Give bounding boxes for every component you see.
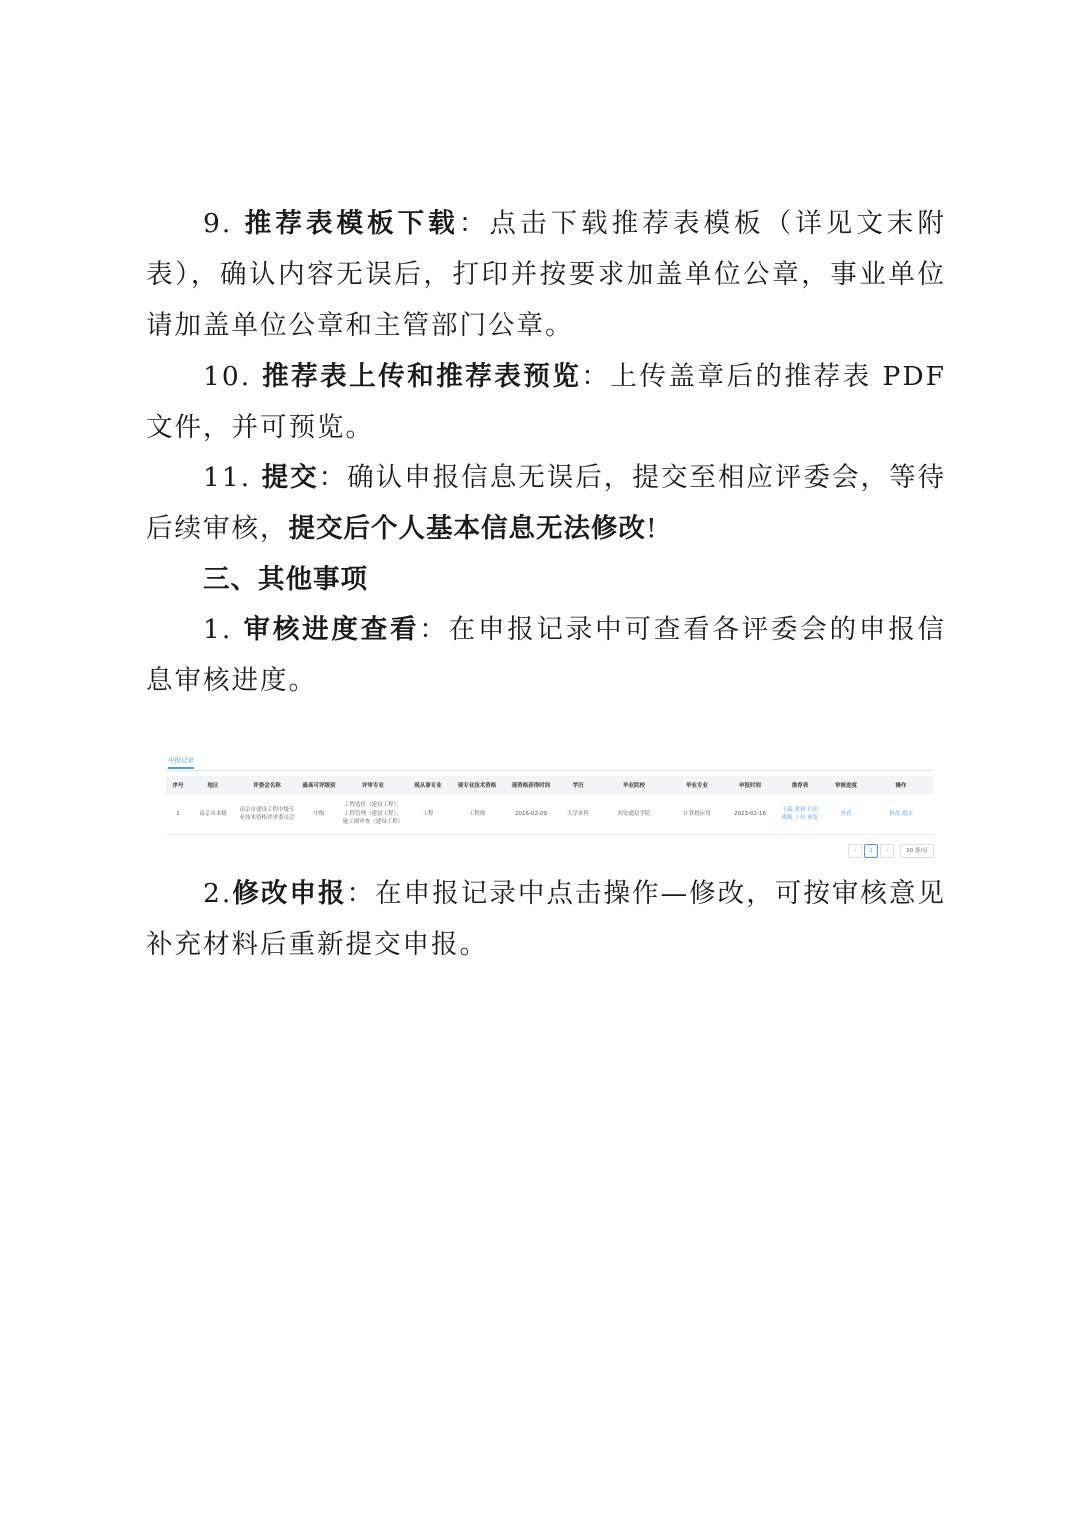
cell-qual-date: 2016-02-09 xyxy=(504,794,558,835)
header-cell: 现专业技术资格 xyxy=(450,776,504,794)
template-link[interactable]: 模板 xyxy=(781,815,793,821)
item-warning: 提交后个人基本信息无法修改 xyxy=(288,513,646,544)
header-cell: 毕业专业 xyxy=(670,776,724,794)
header-cell: 最高可评级别 xyxy=(298,776,340,794)
paragraph-10 xyxy=(146,351,946,453)
preview-link[interactable]: 预览 xyxy=(807,815,819,821)
view-progress-link[interactable]: 查看 xyxy=(840,810,852,817)
paragraph-s1 xyxy=(146,604,946,706)
item-text: ：在申报记录中点击操作—修改，可按审核意见补充材料后重新提交申报。 xyxy=(146,878,947,960)
cell-ops xyxy=(868,794,934,835)
reset-link[interactable]: 重新 xyxy=(794,806,806,813)
page-size-select[interactable]: 10 条/页 xyxy=(900,844,934,858)
page-1-button[interactable]: 1 xyxy=(864,844,878,858)
cell-major: 工程造价（建设工程）、工程管理（建设工程）、施工图审查（建设工程） xyxy=(340,794,406,835)
table-row xyxy=(166,794,934,835)
paragraph-s2 xyxy=(146,868,946,970)
cell-recommend-links xyxy=(776,794,824,835)
item-number: 9. xyxy=(203,208,245,239)
item-title: 修改申报 xyxy=(232,878,347,909)
item-text: ：在申报记录中可查看各评委会的申报信息审核进度。 xyxy=(146,614,947,696)
table-header-row xyxy=(166,776,934,794)
header-cell: 评委会名称 xyxy=(236,776,298,794)
item-number: 11. xyxy=(203,462,262,493)
cell-region: 南京市本级 xyxy=(190,794,236,835)
paragraph-9 xyxy=(146,198,946,351)
cell-school: 西安通信学院 xyxy=(598,794,670,835)
item-title: 提交 xyxy=(261,462,319,493)
next-page-button[interactable]: › xyxy=(880,844,894,858)
item-title: 审核进度查看 xyxy=(243,614,420,645)
modify-link[interactable]: 修改 xyxy=(889,810,901,817)
download-link[interactable]: 下载 xyxy=(781,806,793,813)
record-screenshot xyxy=(166,752,934,864)
cell-apply-date: 2023-02-16 xyxy=(724,794,776,835)
cell-progress xyxy=(824,794,868,835)
header-cell: 申报时间 xyxy=(724,776,776,794)
prev-page-button[interactable]: ‹ xyxy=(848,844,862,858)
submit-link[interactable]: 提交 xyxy=(901,810,913,817)
header-cell: 审核进度 xyxy=(824,776,868,794)
item-number: 10. xyxy=(203,361,263,392)
paragraph-11 xyxy=(146,452,946,554)
item-text: ：点击下载推荐表模板（详见文末附表），确认内容无误后，打印并按要求加盖单位公章，事业单位请加盖单位公章和主管部门公章。 xyxy=(146,208,947,341)
upload-link[interactable]: 上传 xyxy=(794,815,806,821)
tab-bar xyxy=(166,752,934,771)
record-table xyxy=(166,776,934,835)
item-text: ：上传盖章后的推荐表 PDF 文件，并可预览。 xyxy=(146,361,947,443)
header-cell: 地区 xyxy=(190,776,236,794)
cell-no: 1 xyxy=(166,794,190,835)
print-link[interactable]: 打印 xyxy=(807,806,819,813)
header-cell: 序号 xyxy=(166,776,190,794)
header-cell: 毕业院校 xyxy=(598,776,670,794)
pagination xyxy=(166,844,934,858)
item-title: 推荐表上传和推荐表预览 xyxy=(262,361,582,392)
cell-qualification: 工程师 xyxy=(450,794,504,835)
cell-committee: 南京市建设工程中级专业技术资格评审委员会 xyxy=(236,794,298,835)
cell-current-major: 工程 xyxy=(406,794,450,835)
cell-level: 中级 xyxy=(298,794,340,835)
header-cell: 现资格获得时间 xyxy=(504,776,558,794)
section-heading: 三、其他事项 xyxy=(203,564,368,595)
item-end: ! xyxy=(646,513,659,544)
cell-grad-major: 计算机应用 xyxy=(670,794,724,835)
header-cell: 学历 xyxy=(558,776,598,794)
cell-education: 大学本科 xyxy=(558,794,598,835)
item-text: ：确认申报信息无误后，提交至相应评委会，等待后续审核， xyxy=(146,462,947,544)
item-number: 2. xyxy=(203,878,233,909)
tab-record[interactable]: 申报记录 xyxy=(168,755,194,769)
header-cell: 现从事专业 xyxy=(406,776,450,794)
header-cell: 评审专业 xyxy=(340,776,406,794)
item-title: 推荐表模板下载 xyxy=(244,208,459,239)
item-number: 1. xyxy=(203,614,244,645)
header-cell: 操作 xyxy=(868,776,934,794)
header-cell: 推荐表 xyxy=(776,776,824,794)
